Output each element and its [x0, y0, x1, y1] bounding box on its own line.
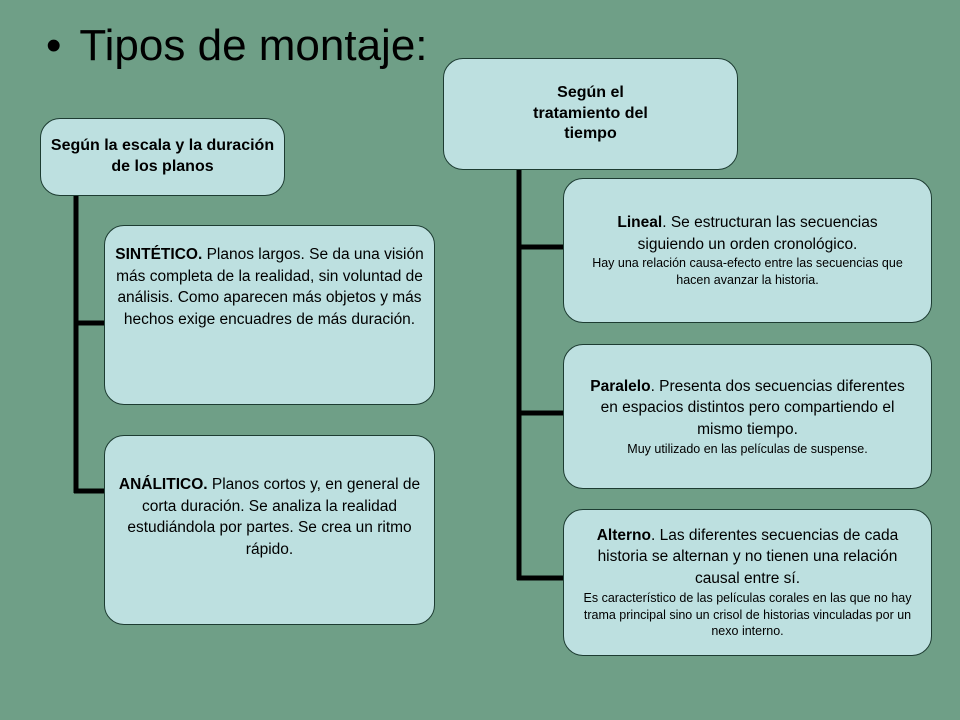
analitico-body: Planos cortos y, en general de corta duración. Se analiza la realidad estudiándola por partes. Se crea un ritmo rápido.	[127, 476, 421, 559]
alterno-note: Es característico de las películas corales en las que no hay trama principal sino un crisol de historias vinculadas por un nexo interno.	[583, 590, 912, 639]
slide-title: Tipos de montaje:	[79, 21, 428, 70]
right-header-box	[443, 58, 738, 170]
lineal-box	[563, 178, 932, 323]
lineal-note: Hay una relación causa-efecto entre las secuencias que hacen avanzar la historia.	[592, 256, 903, 288]
paralelo-lead: Paralelo	[590, 377, 651, 395]
paralelo-text	[588, 376, 907, 441]
paralelo-box	[563, 344, 932, 489]
analitico-lead: ANÁLITICO.	[118, 476, 208, 493]
alterno-body: . Las diferentes secuencias de cada historia se alternan y no tienen una relación causal entre sí.	[597, 526, 899, 588]
lineal-body: . Se estructuran las secuencias siguiendo un orden cronológico.	[637, 213, 878, 253]
bullet-icon: •	[46, 21, 62, 71]
sintetico-text	[113, 244, 426, 331]
analitico-text	[113, 474, 426, 561]
paralelo-body: . Presenta dos secuencias diferentes en espacios distintos pero compartiendo el mismo tiempo.	[600, 377, 905, 438]
analitico-box	[104, 435, 435, 625]
lineal-lead: Lineal	[617, 213, 663, 231]
alterno-lead: Alterno	[596, 526, 651, 544]
paralelo-note: Muy utilizado en las películas de suspense.	[627, 441, 868, 456]
sintetico-body: Planos largos. Se da una visión más completa de la realidad, sin voluntad de análisis. Como aparecen más objetos y más hechos exige encuadres de más duración.	[116, 246, 424, 329]
left-header-box	[40, 118, 285, 196]
lineal-text	[588, 212, 907, 255]
right-header-text: Según el tratamiento del tiempo	[533, 83, 648, 143]
alterno-text	[576, 525, 919, 590]
alterno-box	[563, 509, 932, 656]
sintetico-lead: SINTÉTICO.	[115, 246, 203, 263]
sintetico-box	[104, 225, 435, 405]
left-header-text: Según la escala y la duración de los planos	[50, 137, 275, 175]
